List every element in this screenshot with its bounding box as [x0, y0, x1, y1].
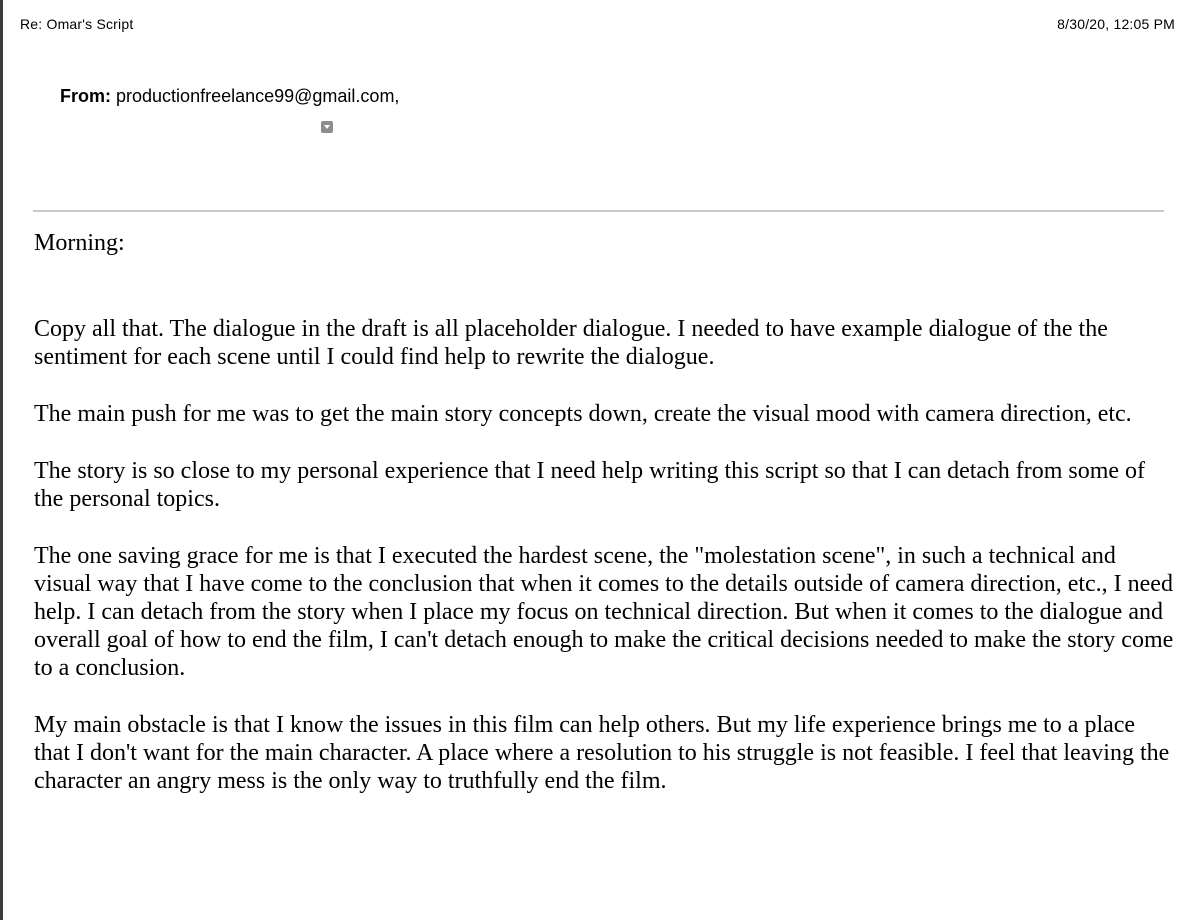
chevron-down-icon[interactable]: [321, 121, 333, 133]
body-paragraph: The main push for me was to get the main story concepts down, create the visual mood with camera direction, etc.: [34, 401, 1132, 427]
from-address: productionfreelance99@gmail.com,: [116, 86, 400, 106]
body-paragraph: My main obstacle is that I know the issues in this film can help others. But my life experience brings me to a place that I don't want for the main character. A place where a resolution to his struggle is not feasible. I feel that leaving the character an angry mess is the only way to truthfully end the film.: [34, 712, 1170, 794]
email-datetime: 8/30/20, 12:05 PM: [1057, 16, 1175, 32]
body-paragraph: Copy all that. The dialogue in the draft is all placeholder dialogue. I needed to have example dialogue of the the sentiment for each scene until I could find help to rewrite the dialogue.: [34, 316, 1108, 370]
body-paragraph: The one saving grace for me is that I executed the hardest scene, the "molestation scene", in such a technical and visual way that I have come to the conclusion that when it comes to the details outside of camera direction, etc., I need help. I can detach from the story when I place my focus on technical direction. But when it comes to the dialogue and overall goal of how to end the film, I can't detach enough to make the critical decisions needed to make the story come to a conclusion.: [34, 543, 1174, 681]
body-paragraph: The story is so close to my personal experience that I need help writing this script so that I can detach from some of the personal topics.: [34, 458, 1146, 512]
email-body: [34, 229, 1174, 824]
email-subject: Re: Omar's Script: [20, 16, 134, 32]
header-divider: [33, 210, 1164, 212]
from-label: From:: [60, 86, 111, 106]
greeting: Morning:: [34, 230, 125, 256]
from-line: [60, 86, 399, 107]
